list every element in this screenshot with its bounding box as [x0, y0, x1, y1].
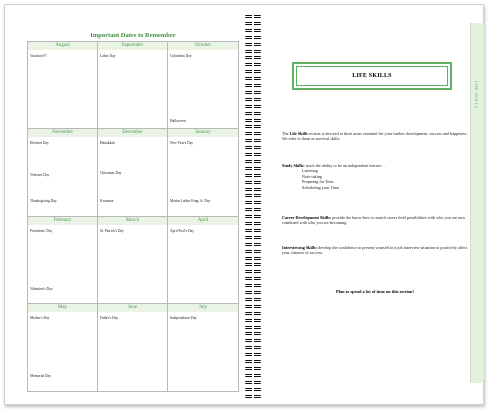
- month-header: April: [168, 217, 238, 225]
- study-skills-item: Scheduling your Time: [302, 184, 340, 190]
- month-cell: [28, 304, 98, 391]
- study-skills-text: teach the ability to be an independent learner…: [304, 163, 386, 168]
- spiral-ring: [245, 332, 261, 335]
- section-title-box: [292, 62, 452, 90]
- study-skills-paragraph: [282, 163, 468, 190]
- spiral-ring: [245, 381, 261, 384]
- important-dates-title: Important Dates to Remember: [90, 32, 176, 39]
- closing-note: Plan to spend a lot of time on this section!: [336, 289, 414, 294]
- holiday-entry: Labor Day: [100, 54, 116, 58]
- holiday-entry: Thanksgiving Day: [30, 199, 57, 204]
- spiral-ring: [245, 139, 261, 142]
- section-tab-label: LIFE SKILLS: [474, 81, 478, 109]
- month-header: October: [168, 42, 238, 50]
- holiday-entry: Valentine's Day: [30, 286, 53, 291]
- holiday-entry: New Year's Day: [170, 141, 194, 146]
- month-cell: [168, 42, 238, 129]
- spiral-ring: [245, 112, 261, 115]
- interview-skills-text: develop the confidence to present yourself in a job interview situation to positively affect your chances of success.: [282, 245, 468, 256]
- spiral-ring: [245, 160, 261, 163]
- spiral-ring: [245, 15, 261, 18]
- planner-spread: [4, 4, 484, 405]
- left-page: [5, 5, 242, 404]
- spiral-ring: [245, 22, 261, 25]
- study-skills-item: Note-taking: [302, 173, 323, 179]
- month-header: May: [28, 304, 97, 312]
- spiral-ring: [245, 105, 261, 108]
- career-skills-paragraph: [282, 215, 468, 226]
- spiral-ring: [245, 257, 261, 260]
- spiral-ring: [245, 208, 261, 211]
- spiral-ring: [245, 98, 261, 101]
- section-tab[interactable]: [470, 23, 484, 383]
- holiday-entry: Vacation!!?: [30, 54, 47, 58]
- holiday-entry: Memorial Day: [30, 373, 52, 378]
- spiral-ring: [245, 243, 261, 246]
- spiral-ring: [245, 312, 261, 315]
- spiral-ring: [245, 29, 261, 32]
- holiday-entry: Mother's Day: [30, 315, 50, 320]
- spiral-ring: [245, 284, 261, 287]
- month-header: February: [28, 217, 97, 225]
- intro-rest: section is devoted to three areas essential for your further development, success and happiness. We refer to them as survival skills:: [282, 131, 468, 142]
- spiral-ring: [245, 229, 261, 232]
- holiday-entry: Kwanzaa: [100, 199, 114, 204]
- spiral-ring: [245, 167, 261, 170]
- holiday-entry: Election Day: [30, 141, 49, 146]
- holiday-entry: St. Patrick's Day: [100, 228, 124, 233]
- holiday-entry: Veterans Day: [30, 173, 50, 178]
- spiral-ring: [245, 353, 261, 356]
- holiday-entry: Martin Luther King, Jr. Day: [170, 199, 211, 204]
- spiral-ring: [245, 215, 261, 218]
- interview-skills-label: Interviewing Skills:: [282, 245, 318, 250]
- spiral-ring: [245, 43, 261, 46]
- spiral-ring: [245, 70, 261, 73]
- spiral-ring: [245, 360, 261, 363]
- right-page: [262, 5, 483, 404]
- month-cell: [98, 129, 168, 216]
- spiral-ring: [245, 374, 261, 377]
- month-cell: [28, 42, 98, 129]
- month-cell: [168, 217, 238, 304]
- spiral-ring: [245, 77, 261, 80]
- holiday-entry: Columbus Day: [170, 54, 192, 58]
- spiral-ring: [245, 63, 261, 66]
- month-header: August: [28, 42, 97, 50]
- month-header: June: [98, 304, 167, 312]
- month-cell: [168, 129, 238, 216]
- spiral-ring: [245, 291, 261, 294]
- spiral-ring: [245, 146, 261, 149]
- intro-bold: Life Skills: [289, 131, 308, 136]
- spiral-ring: [245, 319, 261, 322]
- study-skills-label: Study Skills:: [282, 163, 305, 168]
- spiral-ring: [245, 367, 261, 370]
- spiral-ring: [245, 36, 261, 39]
- spiral-ring: [245, 298, 261, 301]
- career-skills-text: provide the know-how to match career field possibilities with who you are now combined with who you are becoming.: [282, 215, 466, 226]
- intro-prefix: The: [282, 131, 290, 136]
- holiday-entry: Hanukkah: [100, 141, 115, 146]
- interview-skills-paragraph: [282, 245, 468, 256]
- spiral-ring: [245, 91, 261, 94]
- month-header: July: [168, 304, 238, 312]
- month-cell: [168, 304, 238, 391]
- month-header: January: [168, 129, 238, 137]
- spiral-ring: [245, 119, 261, 122]
- spiral-ring: [245, 222, 261, 225]
- month-header: December: [98, 129, 167, 137]
- section-title: LIFE SKILLS: [352, 73, 392, 79]
- holiday-entry: Christmas Day: [100, 171, 122, 176]
- spiral-binding: [243, 15, 263, 403]
- spiral-ring: [245, 56, 261, 59]
- month-cell: [98, 217, 168, 304]
- spiral-ring: [245, 194, 261, 197]
- spiral-ring: [245, 395, 261, 398]
- spiral-ring: [245, 388, 261, 391]
- spiral-ring: [245, 125, 261, 128]
- spiral-ring: [245, 326, 261, 329]
- study-skills-item: Preparing for Tests: [302, 179, 334, 185]
- spiral-ring: [245, 305, 261, 308]
- month-header: September: [98, 42, 167, 50]
- holiday-entry: Father's Day: [100, 315, 119, 320]
- holiday-entry: Presidents' Day: [30, 228, 53, 233]
- spiral-ring: [245, 84, 261, 87]
- spiral-ring: [245, 263, 261, 266]
- study-skills-item: Listening: [302, 168, 318, 174]
- month-header: March: [98, 217, 167, 225]
- month-cell: [98, 42, 168, 129]
- month-cell: [98, 304, 168, 391]
- month-header: November: [28, 129, 97, 137]
- spiral-ring: [245, 132, 261, 135]
- spiral-ring: [245, 270, 261, 273]
- career-skills-label: Career Development Skills:: [282, 215, 332, 220]
- spiral-ring: [245, 174, 261, 177]
- spiral-ring: [245, 346, 261, 349]
- section-title-box-inner: [296, 66, 448, 86]
- holiday-entry: April Fool's Day: [170, 228, 195, 233]
- spiral-ring: [245, 277, 261, 280]
- spiral-ring: [245, 181, 261, 184]
- spiral-ring: [245, 339, 261, 342]
- spiral-ring: [245, 236, 261, 239]
- month-cell: [28, 217, 98, 304]
- month-grid: [27, 41, 239, 392]
- holiday-entry: Independence Day: [170, 315, 197, 320]
- spiral-ring: [245, 153, 261, 156]
- holiday-entry: Halloween: [170, 119, 186, 123]
- month-cell: [28, 129, 98, 216]
- spiral-ring: [245, 188, 261, 191]
- spiral-ring: [245, 50, 261, 53]
- spiral-ring: [245, 201, 261, 204]
- spiral-ring: [245, 250, 261, 253]
- intro-paragraph: [282, 131, 468, 142]
